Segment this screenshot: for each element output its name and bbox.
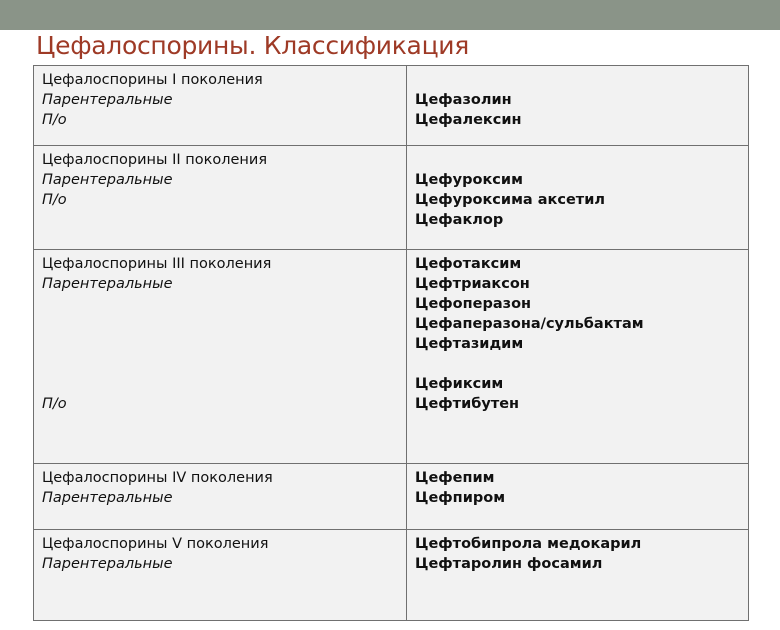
- drug-name: Цефепим: [415, 470, 495, 486]
- top-bar: [0, 0, 780, 30]
- table-row: [34, 250, 749, 464]
- generation-cell: [34, 530, 407, 621]
- generation-cell: [34, 250, 407, 464]
- drugs-cell: [407, 250, 749, 464]
- table-row: [34, 146, 749, 250]
- generation-label: Цефалоспорины IV поколения: [42, 470, 273, 486]
- spacer: [42, 294, 398, 394]
- table-row: [34, 464, 749, 530]
- classification-table: [33, 65, 749, 621]
- drug-name: Цефтазидим: [415, 336, 524, 352]
- drug-name: Цефтриаксон: [415, 276, 530, 292]
- table-row: [34, 66, 749, 146]
- route-oral: П/о: [42, 396, 67, 412]
- drug-name: Цефазолин: [415, 92, 512, 108]
- drug-name: Цефтибутен: [415, 396, 520, 412]
- drug-name: Цефоперазон: [415, 296, 532, 312]
- drugs-cell: [407, 146, 749, 250]
- drug-name: Цефотаксим: [415, 256, 522, 272]
- drug-name: Цефуроксима аксетил: [415, 192, 605, 208]
- generation-label: Цефалоспорины III поколения: [42, 256, 272, 272]
- drug-name: Цефтобипрола медокарил: [415, 536, 642, 552]
- drug-name: Цефтаролин фосамил: [415, 556, 603, 572]
- generation-label: Цефалоспорины V поколения: [42, 536, 269, 552]
- generation-cell: [34, 66, 407, 146]
- drugs-cell: [407, 66, 749, 146]
- route-parenteral: Парентеральные: [42, 92, 173, 108]
- slide-title: Цефалоспорины. Классификация: [36, 31, 469, 60]
- generation-cell: [34, 464, 407, 530]
- drug-name: Цефпиром: [415, 490, 506, 506]
- drug-name: Цефалексин: [415, 112, 522, 128]
- table-row: [34, 530, 749, 621]
- route-parenteral: Парентеральные: [42, 490, 173, 506]
- spacer: [415, 150, 740, 170]
- drug-name: Цефуроксим: [415, 172, 523, 188]
- route-parenteral: Парентеральные: [42, 276, 173, 292]
- route-parenteral: Парентеральные: [42, 556, 173, 572]
- route-oral: П/о: [42, 112, 67, 128]
- spacer: [415, 70, 740, 90]
- drugs-cell: [407, 530, 749, 621]
- drugs-cell: [407, 464, 749, 530]
- generation-cell: [34, 146, 407, 250]
- spacer: [415, 354, 740, 374]
- route-parenteral: Парентеральные: [42, 172, 173, 188]
- drug-name: Цефаперазона/сульбактам: [415, 316, 644, 332]
- generation-label: Цефалоспорины I поколения: [42, 72, 263, 88]
- drug-name: Цефиксим: [415, 376, 504, 392]
- drug-name: Цефаклор: [415, 212, 504, 228]
- route-oral: П/о: [42, 192, 67, 208]
- generation-label: Цефалоспорины II поколения: [42, 152, 268, 168]
